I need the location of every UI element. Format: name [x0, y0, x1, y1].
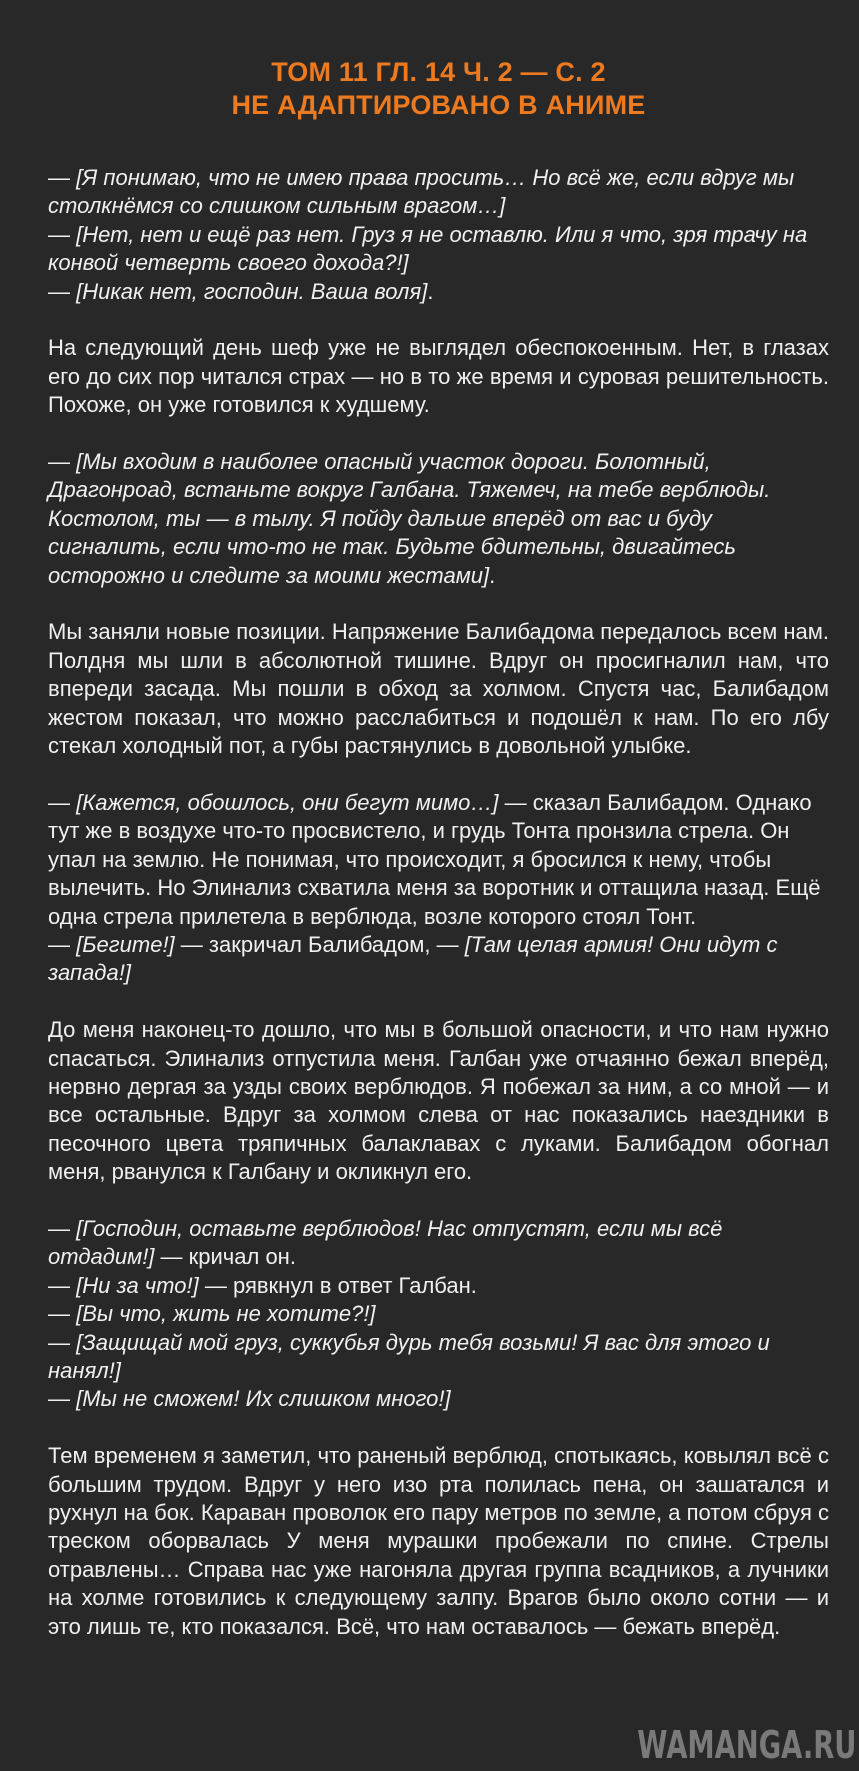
- paragraph: [48, 618, 829, 760]
- paragraph-line: [48, 789, 829, 931]
- narration-text: Тем временем я заметил, что раненый верблюд, спотыкаясь, ковылял всё с большим трудом. Вдруг у него изо рта полилась пена, он зашатался и рухнул на бок. Караван проволок его пару метров по земле, а потом сбруя с треском оборвалась У меня мурашки пробежали по спине. Стрелы отравлены… Справа нас уже нагоняла другая группа всадников, а лучники на холме готовились к следующему залпу. Врагов было около сотни — и это лишь те, кто показался. Всё, что нам оставалось — бежать вперёд.: [48, 1443, 829, 1639]
- narration-text: —: [48, 1272, 77, 1298]
- narration-text: —: [48, 1301, 77, 1327]
- dialogue-text: [Господин, оставьте верблюдов! Нас отпустят, если мы всё отдадим!]: [48, 1215, 723, 1270]
- paragraph-line: [48, 164, 829, 221]
- narration-text: —: [48, 221, 77, 247]
- dialogue-text: [Мы входим в наиболее опасный участок дороги. Болотный, Драгонроад, встаньте вокруг Галбана. Тяжемеч, на тебе верблюды. Костолом, ты — в тылу. Я пойду дальше вперёд от вас и буду сигналить, если что-то не так. Будьте бдительны, двигайтесь осторожно и следите за моими жестами]: [48, 449, 771, 588]
- narration-text: .: [489, 562, 496, 588]
- paragraph-line: [48, 1329, 829, 1386]
- dialogue-text: [Я понимаю, что не имею права просить… Но всё же, если вдруг мы столкнёмся со слишком сильным врагом…]: [48, 165, 795, 219]
- paragraph-line: [48, 931, 829, 988]
- paragraph-line: [48, 1016, 829, 1186]
- narration-text: — сказал Балибадом. Однако тут же в воздухе что-то просвистело, и грудь Тонта пронзила стрела. Он упал на землю. Не понимая, что происходит, я бросился к нему, чтобы вылечить. Но Элинализ схватила меня за воротник и оттащила назад. Ещё одна стрела прилетела в верблюда, возле которого стоял Тонт.: [48, 789, 821, 929]
- chapter-title: [48, 56, 829, 122]
- narration-text: —: [48, 931, 77, 957]
- paragraph: [48, 1442, 829, 1641]
- paragraph: [48, 448, 829, 590]
- paragraph: [48, 164, 829, 306]
- narration-text: —: [48, 165, 77, 190]
- narration-text: .: [427, 278, 434, 304]
- site-watermark: WAMANGA.RU: [637, 1723, 857, 1767]
- narration-text: — рявкнул в ответ Галбан.: [198, 1272, 477, 1298]
- narration-text: До меня наконец-то дошло, что мы в большой опасности, и что нам нужно спасаться. Элинализ отпустила меня. Галбан уже отчаянно бежал вперёд, нервно дергая за узды своих верблюдов. Я побежал за ним, а со мной — и все остальные. Вдруг за холмом слева от нас показались наездники в песочного цвета тряпичных балаклавах с луками. Балибадом обогнал меня, рванулся к Галбану и окликнул его.: [48, 1017, 829, 1185]
- paragraph-line: [48, 334, 829, 419]
- narration-text: —: [48, 1215, 77, 1241]
- dialogue-text: [Нет, нет и ещё раз нет. Груз я не оставлю. Или я что, зря трачу на конвой четверть своего дохода?!]: [48, 221, 808, 276]
- paragraph-line: [48, 221, 829, 278]
- chapter-title-line-1: ТОМ 11 ГЛ. 14 Ч. 2 — С. 2: [271, 57, 606, 87]
- paragraph: [48, 1016, 829, 1186]
- narration-text: Мы заняли новые позиции. Напряжение Балибадома передалось всем нам. Полдня мы шли в абсолютной тишине. Вдруг он просигналил нам, что впереди засада. Мы пошли в обход за холмом. Спустя час, Балибадом жестом показал, что можно расслабиться и подошёл к нам. По его лбу стекал холодный пот, а губы растянулись в довольной улыбке.: [48, 619, 829, 759]
- dialogue-text: [Защищай мой груз, суккубья дурь тебя возьми! Я вас для этого и нанял!]: [48, 1329, 770, 1383]
- chapter-title-line-2: НЕ АДАПТИРОВАНО В АНИМЕ: [231, 90, 646, 120]
- paragraph-line: [48, 1300, 829, 1328]
- narration-text: —: [48, 1386, 77, 1412]
- paragraph: [48, 334, 829, 419]
- narration-text: —: [48, 1329, 77, 1355]
- paragraph-line: [48, 1442, 829, 1641]
- narration-text: —: [48, 449, 77, 475]
- dialogue-text: [Ни за что!]: [76, 1272, 199, 1298]
- dialogue-text: [Никак нет, господин. Ваша воля]: [76, 278, 428, 304]
- narration-text: На следующий день шеф уже не выглядел обеспокоенным. Нет, в глазах его до сих пор читался страх — но в то же время и суровая решительность. Похоже, он уже готовился к худшему.: [48, 335, 829, 418]
- narration-text: — закричал Балибадом, —: [174, 931, 465, 957]
- paragraph-line: [48, 618, 829, 760]
- dialogue-text: [Там целая армия! Они идут с запада!]: [48, 931, 778, 986]
- paragraph: [48, 789, 829, 988]
- paragraph-line: [48, 1215, 829, 1272]
- paragraph-line: [48, 278, 829, 306]
- paragraph-line: [48, 1272, 829, 1300]
- narration-text: —: [48, 789, 77, 815]
- dialogue-text: [Вы что, жить не хотите?!]: [76, 1301, 376, 1327]
- narration-text: —: [48, 278, 77, 304]
- dialogue-text: [Бегите!]: [76, 931, 175, 957]
- paragraph: [48, 1215, 829, 1414]
- dialogue-text: [Кажется, обошлось, они бегут мимо…]: [76, 789, 499, 815]
- narration-text: — кричал он.: [154, 1244, 296, 1270]
- paragraph-line: [48, 448, 829, 590]
- paragraph-line: [48, 1385, 829, 1413]
- text-body: [48, 164, 829, 1641]
- dialogue-text: [Мы не сможем! Их слишком много!]: [76, 1386, 451, 1412]
